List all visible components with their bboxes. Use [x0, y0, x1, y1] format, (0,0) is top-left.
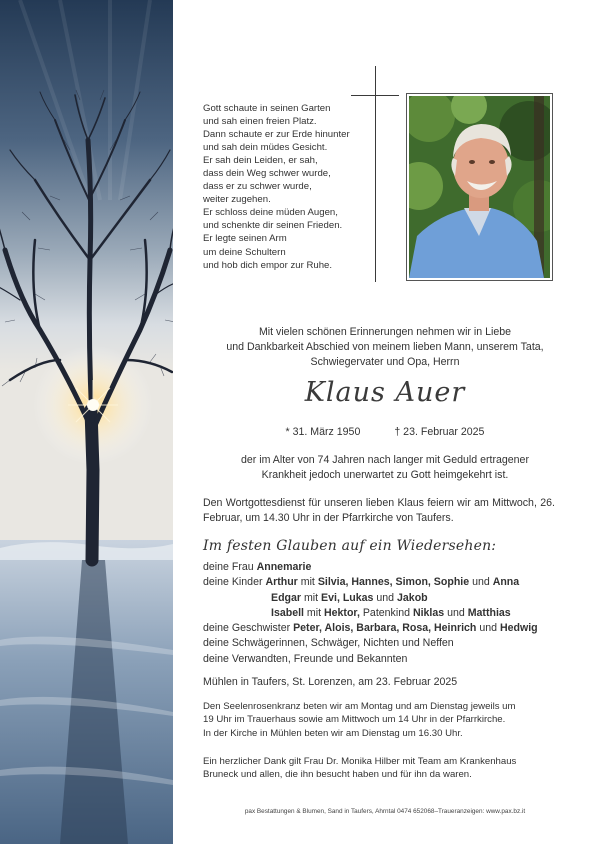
- mourner-name: Edgar: [271, 591, 302, 604]
- death-date: † 23. Februar 2025: [394, 426, 485, 438]
- age-text: [190, 453, 580, 483]
- mourner-text: deine Geschwister: [203, 622, 294, 635]
- mourner-name: Niklas: [412, 606, 445, 619]
- mourner-text: und: [476, 622, 500, 635]
- poem-line: und sah dein müdes Gesicht.: [203, 142, 328, 154]
- thanks-line: Bruneck und allen, die ihn besucht haben und für ihn da waren.: [203, 769, 472, 781]
- mourner-text: deine Frau: [203, 561, 257, 573]
- birth-date: * 31. März 1950: [285, 426, 361, 438]
- mourner-name: Silvia, Hannes, Simon, Sophie: [317, 576, 470, 589]
- poem-line: weiter zugehen.: [203, 194, 271, 206]
- mourner-line: [203, 621, 573, 636]
- poem-line: Er sah dein Leiden, er sah,: [203, 155, 318, 167]
- intro-line: Schwiegervater und Opa, Herrn: [310, 356, 460, 368]
- mourner-name: Annemarie: [256, 561, 312, 573]
- mourner-text: deine Kinder: [203, 576, 266, 589]
- footer-credit: pax Bestattungen & Blumen, Sand in Taufers, Ahrntal 0474 652068–Traueranzeigen: www.pax.bz.it: [244, 808, 526, 815]
- poem-line: und hob dich empor zur Ruhe.: [203, 259, 333, 271]
- faith-heading: Im festen Glauben auf ein Wiedersehen:: [203, 538, 497, 554]
- mourner-name: Evi, Lukas: [321, 591, 374, 604]
- poem-line: dass er zu schwer wurde,: [203, 181, 312, 193]
- intro-line: Mit vielen schönen Erinnerungen nehmen wir in Liebe: [258, 326, 512, 338]
- mourner-text: mit: [297, 576, 318, 589]
- cross-icon: [351, 66, 401, 282]
- age-line: der im Alter von 74 Jahren nach langer mit Geduld ertragener: [241, 454, 529, 466]
- mourner-line: deine Verwandten, Freunde und Bekannten: [203, 652, 408, 665]
- thanks-text: [203, 755, 563, 782]
- mourner-name: Matthias: [467, 606, 511, 619]
- mourner-text: mit: [301, 591, 322, 604]
- service-text: Den Wortgottesdienst für unseren lieben Klaus feiern wir am Mittwoch, 26. Februar, um 14.30 Uhr in der Pfarrkirche von Taufers.: [203, 497, 555, 524]
- mourner-line: deine Schwägerinnen, Schwäger, Nichten und Neffen: [203, 637, 454, 650]
- info-line: In der Kirche in Mühlen beten wir am Dienstag um 16.30 Uhr.: [203, 727, 463, 739]
- life-dates: [190, 426, 580, 438]
- mourner-name: Hedwig: [499, 622, 538, 635]
- winter-tree-image: [0, 0, 173, 844]
- mourner-text: Patenkind: [359, 606, 413, 619]
- poem-line: Gott schaute in seinen Garten: [203, 103, 331, 114]
- mourner-text: und: [444, 606, 468, 619]
- mourners-list: [203, 560, 573, 667]
- mourner-name: Jakob: [397, 591, 428, 604]
- poem-line: Dann schaute er zur Erde hinunter: [203, 129, 350, 141]
- info-line: Den Seelenrosenkranz beten wir am Montag und am Dienstag jeweils um: [203, 701, 516, 712]
- deceased-name: Klaus Auer: [304, 377, 466, 408]
- mourner-name: Isabell: [271, 606, 304, 619]
- poem-line: Er legte seinen Arm: [203, 233, 287, 245]
- rosary-info: [203, 700, 563, 740]
- mourner-name: Hektor,: [324, 606, 360, 619]
- intro-line: und Dankbarkeit Abschied von meinem lieben Mann, unserem Tata,: [226, 341, 544, 353]
- portrait-photo: [406, 93, 553, 281]
- poem-line: um deine Schultern: [203, 246, 286, 258]
- poem-line: dass dein Weg schwer wurde,: [203, 168, 331, 180]
- mourner-text: und: [373, 591, 398, 604]
- poem-line: und schenkte dir seinen Frieden.: [203, 220, 343, 232]
- poem-line: und sah einen freien Platz.: [203, 116, 317, 128]
- mourner-name: Peter, Alois, Barbara, Rosa, Heinrich: [293, 622, 477, 635]
- mourner-name: Anna: [492, 576, 520, 589]
- poem-line: Er schloss deine müden Augen,: [203, 207, 338, 219]
- place-date: Mühlen in Taufers, St. Lorenzen, am 23. Februar 2025: [203, 676, 458, 688]
- poem: [203, 102, 368, 272]
- mourner-line: [203, 560, 573, 575]
- intro-text: [190, 325, 580, 370]
- mourner-line: [203, 606, 573, 621]
- mourner-text: mit: [303, 606, 324, 619]
- age-line: Krankheit jedoch unerwartet zu Gott heimgekehrt ist.: [261, 469, 509, 481]
- mourner-line: [203, 575, 573, 590]
- mourner-name: Arthur: [265, 576, 298, 589]
- info-line: 19 Uhr im Trauerhaus sowie am Mittwoch um 14 Uhr in der Pfarrkirche.: [203, 714, 506, 726]
- mourner-text: und: [469, 576, 493, 589]
- mourner-line: [203, 591, 573, 606]
- thanks-line: Ein herzlicher Dank gilt Frau Dr. Monika Hilber mit Team am Krankenhaus: [203, 756, 517, 767]
